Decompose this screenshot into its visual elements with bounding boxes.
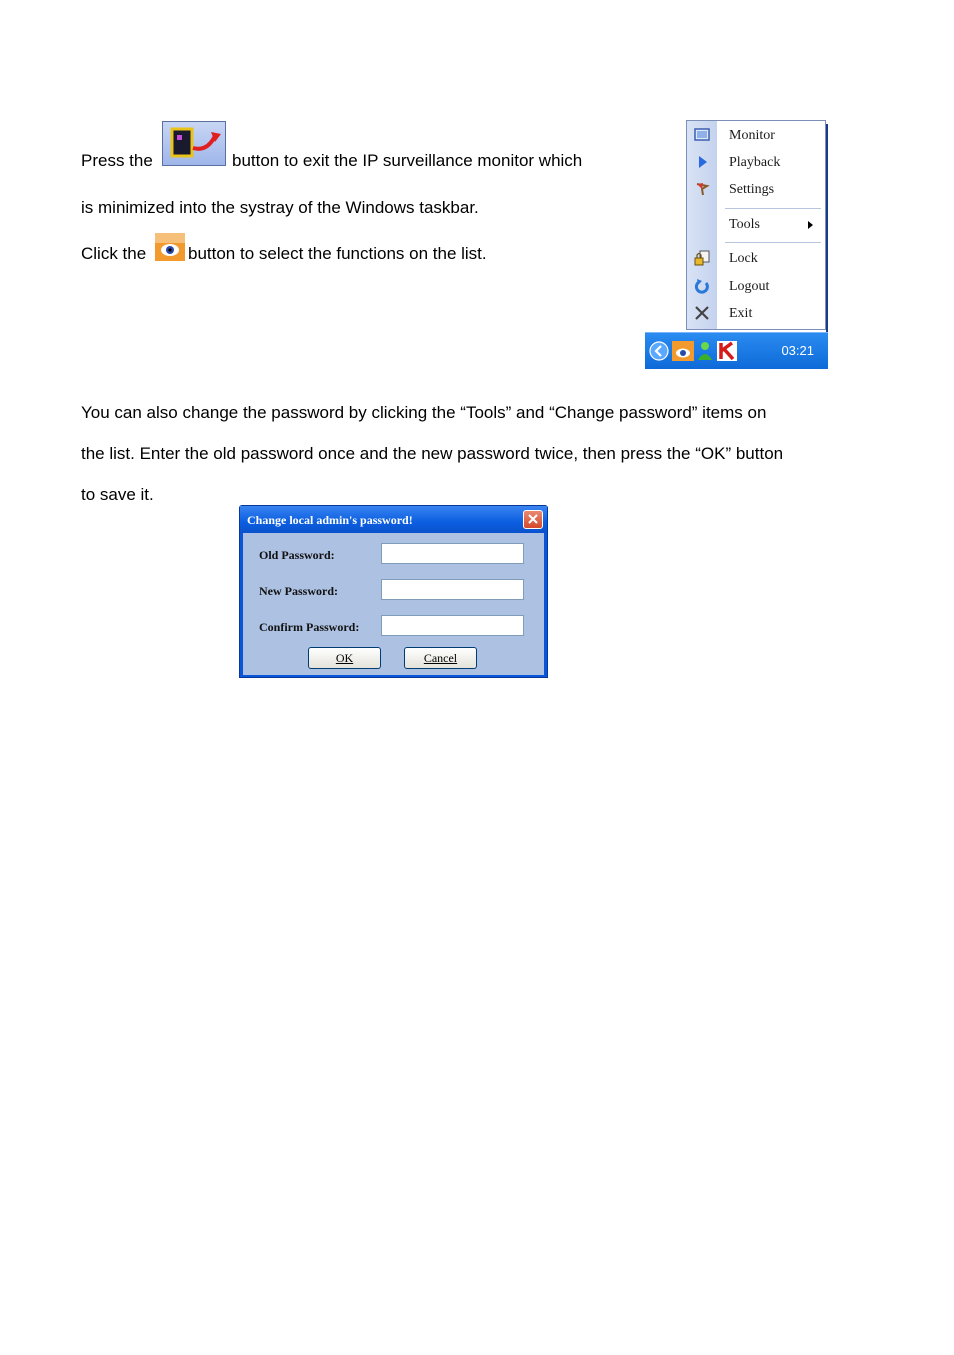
menu-item-tools[interactable]: Tools <box>687 213 825 237</box>
paragraph1-line2: is minimized into the systray of the Windows taskbar. <box>81 198 479 217</box>
menu-separator <box>725 208 821 209</box>
paragraph1-line3 <box>81 244 146 264</box>
user-tray-icon[interactable] <box>697 340 713 367</box>
monitor-icon <box>693 126 711 144</box>
new-password-label: New Password: <box>259 584 338 598</box>
confirm-password-label: Confirm Password: <box>259 620 360 634</box>
change-password-dialog <box>239 505 548 678</box>
new-password-input[interactable] <box>381 579 524 600</box>
paragraph2-line2: the list. Enter the old password once and the new password twice, then press the “OK” button <box>81 444 784 463</box>
settings-icon <box>693 180 711 198</box>
tray-context-menu <box>686 120 826 330</box>
paragraph2-line3: to save it. <box>81 485 154 504</box>
dialog-title-bar[interactable] <box>240 506 547 533</box>
ok-button[interactable]: OK <box>308 647 381 669</box>
logout-icon <box>693 277 711 295</box>
play-icon <box>693 153 711 171</box>
paragraph1-line1 <box>81 151 153 171</box>
menu-item-playback[interactable]: Playback <box>687 151 825 175</box>
dialog-close-button[interactable] <box>523 510 543 529</box>
lock-icon <box>693 249 711 267</box>
menu-item-settings[interactable]: Settings <box>687 178 825 202</box>
exit-monitor-icon[interactable] <box>162 121 226 166</box>
menu-item-logout[interactable]: Logout <box>687 275 825 299</box>
submenu-arrow-icon <box>808 221 813 229</box>
paragraph1-line3-before: Click the <box>81 244 147 263</box>
menu-item-lock[interactable]: Lock <box>687 247 825 271</box>
old-password-input[interactable] <box>381 543 524 564</box>
expand-tray-icon[interactable] <box>649 341 669 366</box>
paragraph2-line1: You can also change the password by clicking the “Tools” and “Change password” items on <box>81 403 767 422</box>
dialog-title: Change local admin's password! <box>247 513 413 527</box>
menu-item-monitor[interactable]: Monitor <box>687 124 825 148</box>
close-icon <box>693 304 711 322</box>
paragraph1-text-before-icon: Press the <box>81 151 153 170</box>
dialog-body <box>243 533 544 675</box>
menu-item-exit[interactable]: Exit <box>687 302 825 326</box>
menu-separator <box>725 242 821 243</box>
paragraph1-line3-after: button to select the functions on the list. <box>188 244 487 263</box>
surveillance-tray-icon[interactable] <box>672 341 694 366</box>
paragraph1-line1-rest <box>232 151 582 171</box>
close-icon <box>524 511 542 528</box>
paragraph1-text-after-icon: button to exit the IP surveillance monitor which <box>232 151 583 170</box>
old-password-label: Old Password: <box>259 548 335 562</box>
systray-eye-icon[interactable] <box>155 233 185 261</box>
taskbar-clock: 03:21 <box>781 343 814 358</box>
cancel-button[interactable]: Cancel <box>404 647 477 669</box>
paragraph1-line3-rest <box>188 244 487 264</box>
confirm-password-input[interactable] <box>381 615 524 636</box>
antivirus-tray-icon[interactable] <box>717 341 737 366</box>
windows-taskbar-tray <box>645 332 828 369</box>
menu-shadow <box>826 124 828 332</box>
